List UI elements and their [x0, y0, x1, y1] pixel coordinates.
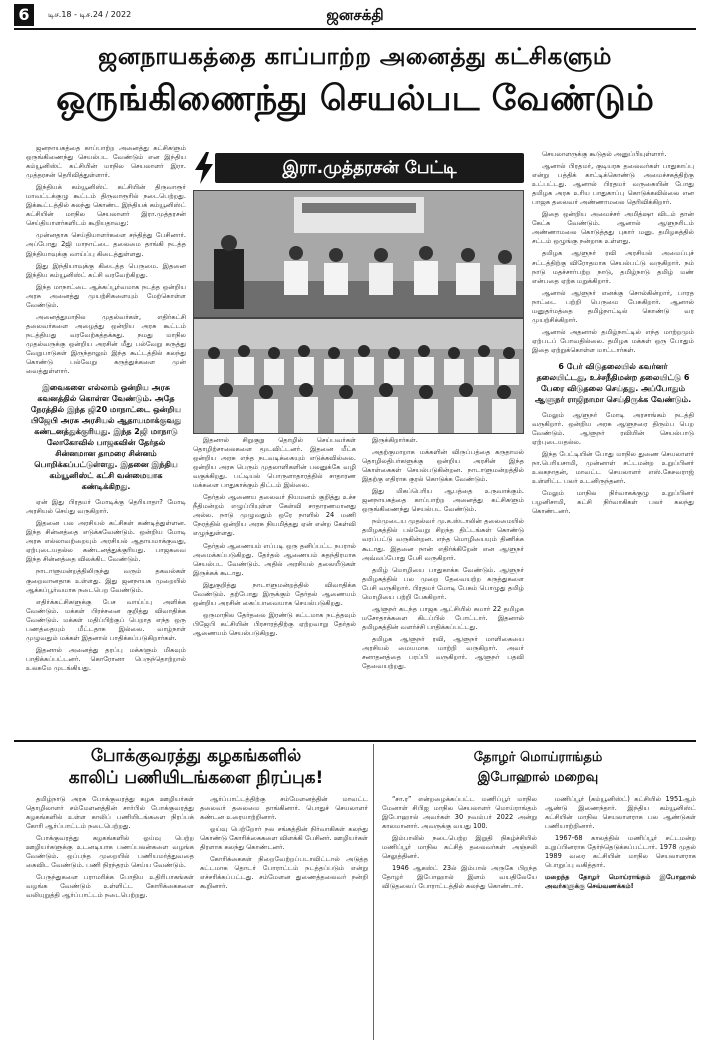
paragraph: ஆனால் பிரதமர், குடியரசு தலைவர்கள் பாதுகாப்பு என்று பத்திக் காட்டிக்கொண்டு அமைச்சகத்திற்கு உட்பட்டது. ஆனால் பிரதமர் வருகையின் போது தமிழக அரசு உரிய பாதுகாப்பு கொடுக்கவில்லை என பாஜக தலைவர் அண்ணாமலை தெரிவிக்கிறார். — [532, 162, 694, 207]
article-column-2 — [193, 436, 356, 736]
paragraph: ஏன் இது பிரதமர் மோடிக்கு தெரியாதா? மோடி அரசியல் செய்து வருகிறார். — [26, 498, 186, 516]
paragraph: ஆனால் ஆளுநர் எனக்கு சொல்கின்றார், பாரத நாட்டை பற்றி பெருமை பேசுகிறார். ஆனால் மனுதர்மத்தை தமிழ்நாட்டில் கொண்டு வர முயற்சிக்கிறார். — [532, 288, 694, 324]
article-column-1 — [26, 144, 186, 736]
interview-byline — [193, 150, 524, 186]
paragraph: நாடாளுமன்றத்திலிருந்து வரும் தகவல்கள் குறைவானதாக உள்ளது. இது ஜனநாயக முறையில் ஆக்கப்பூர்வமாக நடைபெற வேண்டும். — [26, 567, 186, 594]
obituary-column-1 — [382, 795, 537, 1040]
paragraph: 1946 ஆகஸ்ட் 23ல் இம்பால் அருகே பிறந்த தோழர் இபோஹால் இளம் வயதிலேயே விடுதலைப் போராட்டத்தில் கலந்து கொண்டார். — [382, 864, 537, 891]
paragraph: மணிப்பூர் (கம்யூனிஸ்ட்) கட்சியில் 1951ஆம் ஆண்டு இணைந்தார். இந்திய கம்யூனிஸ்ட் கட்சியின் மாநில செயலாளராக பல ஆண்டுகள் பணியாற்றினார். — [545, 795, 696, 831]
paragraph: தமிழக ஆளுநர் ரவி அரசியல் அமைப்புச் சட்டத்திற்கு விரோதமாக செயல்பட்டு வருகிறார். நம் நாடு மதச்சார்பற்ற நாடு, தமிழ்நாடு தமிழ் மண் என்பதை ஏற்க மறுக்கிறார். — [532, 249, 694, 285]
transport-article-column-1 — [26, 795, 194, 1040]
paragraph: நம்முடைய முதல்வர் மு.க.ஸ்டாலின் தலைமையில் தமிழகத்தில் பல்வேறு சிறந்த திட்டங்கள் கொண்டு வரப்பட்டு வருகின்றன. எந்த மொழியையும் திணிக்க கூடாது. இதனை நான் எதிர்க்கிறேன் என ஆளுநர் அவ்வப்போது பேசி வருகிறார். — [362, 517, 524, 562]
paragraph: இருக்கிறார்கள். — [372, 436, 418, 444]
paragraph: இதனை பல அரசியல் கட்சிகள் கண்டித்துள்ளன. இந்த சின்னத்தை எடுக்கவேண்டும். ஒன்றிய மோடி அரசு எல்லாவற்றையும் அரசியல் ஆதாயமாக்குவது, ஏற்புடையதல்ல கண்டனத்துக்குரியது. பாஜகவை இந்த சின்னத்தை விலக்கிட வேண்டும். — [26, 519, 186, 564]
issue-date: டிச.18 - டிச.24 / 2022 — [48, 10, 132, 19]
lightning-bolt-icon — [193, 150, 215, 186]
highlight-quote: 6 பேர் விடுதலையில் கவர்னர் தலையிட்டது, உச்சநீதிமன்ற தலையிட்டு 6 பேரை விடுதலை செய்தது. அப்போதும் ஆளுநர் ராஜிநாமா செய்திருக்க வேண்டும். — [534, 361, 692, 404]
paragraph: ஆனால் அதனால் தமிழ்நாட்டில் எந்த மாற்றமும் ஏற்படப் போவதில்லை. தமிழக மக்கள் ஒரு போதும் இதை ஏற்றுக்கொள்ள மாட்டார்கள். — [532, 327, 694, 354]
article-column-3 — [362, 436, 524, 736]
audience-photo — [193, 318, 524, 434]
paragraph: ஓய்வு பெற்றோர் நல சங்கத்தின் நிர்வாகிகள் கலந்து கொண்டு கோரிக்கைகளை விளக்கி பேசினர். ஊழியர்கள் திரளாக கலந்து கொண்டனர். — [200, 825, 368, 852]
paragraph: தேர்தல் ஆணையம் எப்படி ஒரு தனிப்பட்ட நபரால் அமைக்கப்படுகிறது. தேர்தல் ஆணையம் சுதந்திரமாக செயல்பட வேண்டும். அதில் அரசியல் தலையீடுகள் இருக்கக் கூடாது. — [193, 541, 356, 577]
headline-line-2: ஒருங்கிணைந்து செயல்பட வேண்டும் — [56, 79, 654, 119]
paragraph: மேலும் ஆளுநர் மோடி அரசாங்கம் நடத்தி வருகிறார். ஒன்றிய அரசு ஆளுநரை திரும்ப பெற வேண்டும். ஆளுநர் ரவியின் செயல்பாடு ஏற்புடையதல்ல. — [532, 410, 694, 447]
paragraph: போக்குவரத்து கழகங்களில் ஓய்வு பெற்ற ஊழியர்களுக்கு உடனடியாக பணப்பலன்களை வழங்க வேண்டும். ஒப்பந்த முறையில் பணியமர்த்துவதை கைவிட வேண்டும். பணி நிரந்தரம் செய்ய வேண்டும். — [26, 834, 194, 870]
paragraph: ஆர்ப்பாட்டத்திற்கு சம்மேளனத்தின் மாவட்ட தலைவர் தலைமை தாங்கினார். பொதுச் செயலாளர் கண்டன உரையாற்றினார். — [200, 795, 368, 822]
press-meet-photo — [193, 190, 524, 318]
headline-line-1: ஜனநாயகத்தை காப்பாற்ற அனைத்து கட்சிகளும் — [98, 44, 612, 70]
paragraph: இம்பாலில் நடைபெற்ற இறுதி நிகழ்ச்சியில் மணிப்பூர் மாநில கட்சித் தலைவர்கள் அஞ்சலி செலுத்தினர். — [382, 834, 537, 861]
paragraph: இந்த மாநாட்டை ஆக்கப்பூர்வமாக நடத்த ஒன்றிய அரசு அனைத்து முயற்சிகளையும் மேற்கொள்ள வேண்டும். — [26, 282, 186, 309]
paragraph: ஒருமாநில தேர்தலை இரண்டு கட்டமாக நடத்தவும் பிஜேபி கட்சியின் பிரசாரத்திற்கு ஏற்றவாறு தேர்தல் ஆணையம் செயல்படுகிறது. — [193, 610, 356, 637]
paragraph: இது மிகப்பெரிய ஆபத்தை உருவாக்கும். ஜனநாயகத்தை காப்பாற்ற அனைத்து கட்சிகளும் ஒருங்கிணைந்து செயல்பட வேண்டும். — [362, 487, 524, 514]
page-number: 6 — [14, 4, 34, 26]
obituary-headline — [380, 748, 696, 788]
paragraph: தமிழ்நாடு அரசு போக்குவரத்து கழக ஊழியர்கள் தொழிலாளர் சம்மேளனத்தின் சார்பில் போக்குவரத்து கழகங்களில் உள்ள காலிப் பணியிடங்களை நிரப்பக் கோரி ஆர்ப்பாட்டம் நடைபெற்றது. — [26, 795, 194, 831]
paragraph: அனைத்துமாநில முதல்வர்கள், எதிர்கட்சி தலைவர்களை அழைத்து ஒன்றிய அரசு கூட்டம் நடத்தியது வரவேற்கத்தக்கது. நமது மாநில முதல்வருக்கு ஒன்றிய அரசின் மீது பல்வேறு கருத்து வேறுபாடுகள் இருந்தாலும் இந்த கூட்டத்தில் கலந்து கொண்டு பல்வேறு கருத்துக்களை முன் வைத்துள்ளார். — [26, 312, 186, 376]
paragraph: இது இந்தியாவுக்கு கிடைத்த பெருமை. இதனை இந்திய கம்யூனிஸ்ட் கட்சி வரவேற்கிறது. — [26, 261, 186, 279]
column-divider — [373, 744, 374, 1040]
paragraph: இதை ஒன்றிய அமைச்சர் அமித்ஷா விடம் தான் கேட்க வேண்டும். ஆனால் ஆளுநரிடம் அண்ணாமலை கொடுத்தது புகார் மனு. தமிழகத்தில் சட்டம் ஒழுங்கு நன்றாக உள்ளது. — [532, 210, 694, 246]
main-headline — [14, 40, 696, 122]
paragraph: “சா.ர” என்றழைக்கப்பட்ட மணிப்பூர் மாநில மேனாள் சிபிஐ மாநில செயலாளர் மொய்ராங்தம் இபோஹால் அவர்கள் 30 நவம்பர் 2022 அன்று காலமானார். அவருக்கு வயது 100. — [382, 795, 537, 831]
paragraph: கோரிக்கைகள் நிறைவேற்றப்படாவிட்டால் அடுத்த கட்டமாக தொடர் போராட்டம் நடத்தப்படும் என்று எச்சரிக்கப்பட்டது. சம்மேளன துணைத்தலைவர் நன்றி கூறினார். — [200, 855, 368, 891]
page-header — [14, 4, 696, 30]
transport-headline-line-2: காலிப் பணியிடங்களை நிரப்புக! — [68, 768, 324, 788]
paragraph: 1967-68 காலத்தில் மணிப்பூர் சட்டமன்ற உறுப்பினராக தேர்ந்தெடுக்கப்பட்டார். 1978 முதல் 1989 வரை கட்சியின் மாநில செயலாளராக பொறுப்பு வகித்தார். — [545, 834, 696, 870]
paragraph: தமிழ் மொழியை பாதுகாக்க வேண்டும். ஆளுநர் தமிழகத்தில் பல முறை தேவையற்ற கருத்துகளை பேசி வருகிறார். பிரதமர் மோடி பேசும் பொழுது தமிழ் மொழியை பற்றி பேசுகிறார். — [362, 565, 524, 601]
transport-article-column-2 — [200, 795, 368, 1040]
obituary-column-2 — [545, 795, 696, 1040]
press-meet-photo-image — [194, 191, 524, 318]
paragraph: தமிழக ஆளுநர் ரவி, ஆளுநர் மாளிகையை அரசியல் மையமாக மாற்றி வருகிறார். அவர் சனாதனத்தை பரப்பி வருகிறார். ஆளுநர் பதவி தேவையற்றது. — [362, 634, 524, 671]
transport-article-headline — [26, 745, 366, 789]
paragraph: முன்னதாக செய்தியாளர்களை சந்தித்து பேசினார். அப்போது 2ஜி மாநாட்டை தலைமை தாங்கி நடத்த இந்தியாவுக்கு வாய்ப்பு கிடைத்துள்ளது. — [26, 231, 186, 258]
paragraph: இதுகுறித்து நாடாளுமன்றத்தில் விவாதிக்க வேண்டும். தற்போது இருக்கும் தேர்தல் ஆணையம் ஒன்றிய அரசின் கைப்பாவையாக செயல்படுகிறது. — [193, 580, 356, 607]
obituary-headline-line-2: இபோஹால் மறைவு — [477, 770, 599, 785]
paragraph: செயலாளருக்கு கூடுதல் அனுப்பியுள்ளார். — [542, 150, 667, 158]
section-divider — [14, 740, 696, 742]
paragraph: ஆளுநர் கடந்த பாஜக ஆட்சியில் சுமார் 22 தமிழக மசோதாக்களை கிடப்பில் போட்டார். இதனால் தமிழகத்தின் வளர்ச்சி பாதிக்கப்பட்டது. — [362, 604, 524, 631]
byline-label: இரா.முத்தரசன் பேட்டி — [215, 153, 524, 183]
newspaper-name: ஜனசக்தி — [326, 6, 384, 24]
paragraph: அதற்குமாறாக மக்களின் விருப்பத்தை கருதாமல் தொழிலதிபர்களுக்கு ஒன்றிய அரசின் இந்த கொள்கைகள் செயல்படுகின்றன. நாடாளுமன்றத்தில் இதற்கு எதிராக குரல் கொடுக்க வேண்டும். — [362, 448, 524, 484]
article-column-4 — [532, 150, 694, 736]
paragraph: இதனால் சிறுகுறு தொழில் செய்பவர்கள் தொழிற்சாலைகளை மூடவிட்டனர். இதனை மீட்க ஒன்றிய அரசு எந்த நடவடிக்கையும் எடுக்கவில்லை. ஒன்றிய அரசு பெரும் முதலாளிகளின் பலனுக்கே வழி வகுக்கிறது. பட்டியல் பொருளாதாரத்தில் சாதாரண மக்களை பாதுகாக்கும் திட்டம் இல்லை. — [193, 436, 356, 490]
highlight-quote: இவைகளை எல்லாம் ஒன்றிய அரசு கவனத்தில் கொள்ள வேண்டும். அதே நேரத்தில் இந்த ஜி20 மாநாட்டை ஒன்றிய பிஜேபி அரசு அரசியல் ஆதாயமாக்குவது கண்டனத்துக்குரியது. இந்த 2ஜி மாநாடு லோகோவில் பாஜகவின் தேர்தல் சின்னமான தாமரை சின்னம் பொறிக்கப்பட்டுள்ளது. இதனை இந்திய கம்யூனிஸ்ட் கட்சி வன்மையாக கண்டிக்கிறது. — [30, 383, 182, 492]
paragraph: மேலும் மாநில நிர்வாகக்குழு உறுப்பினர் பழனிசாமி, கட்சி நிர்வாகிகள் பலர் கலந்து கொண்டனர். — [532, 489, 694, 516]
paragraph: ஜனநாயகத்தை காப்பாற்ற அனைத்து கட்சிகளும் ஒருங்கிணைந்து செயல்பட வேண்டும் என இந்திய கம்யூனிஸ்ட் கட்சியின் மாநில செயலாளர் இரா. முத்தரசன் தெரிவித்துள்ளார். — [26, 144, 186, 180]
audience-photo-image — [194, 319, 524, 434]
paragraph: எதிர்க்கட்சிகளுக்கு பேச வாய்ப்பு அளிக்க வேண்டும். மக்கள் பிரச்சனை குறித்து விவாதிக்க வேண்டும். மக்கள் மதிப்பிற்குப் பெறாத எந்த ஒரு பணத்தையும் மீட்டதாக இல்லை. வாழ்நாள் முழுவதும் மக்கள் இதனால் பாதிக்கப்படுகிறார்கள். — [26, 597, 186, 642]
paragraph: பேருந்துகளை பராமரிக்க போதிய உதிரிபாகங்கள் வழங்க வேண்டும் உள்ளிட்ட கோரிக்கைகளை வலியுறுத்தி ஆர்ப்பாட்டம் நடைபெற்றது. — [26, 873, 194, 900]
paragraph: இந்தியக் கம்யூனிஸ்ட் கட்சியின் திருவாரூர் மாவட்டக்குழு கூட்டம் திருவாரூரில் நடைபெற்றது. இக்கூட்டத்தில் கலந்து கொண்ட இந்தியக் கம்யூனிஸ்ட் கட்சியின் மாநில செயலாளர் இரா.முத்தரசன் செய்தியாளர்களிடம் கூறியதாவது: — [26, 183, 186, 228]
paragraph: தேர்தல் ஆணைய தலைவர் நியமனம் குறித்து உச்ச நீதிமன்றம் எழுப்பியுள்ள கேள்வி சாதாரணமானது அல்ல. நாடு முழுவதும் ஒரே நாளில் 24 மணி நேரத்தில் ஒன்றிய அரசு நியமித்தது ஏன் என்ற கேள்வி எழுந்துள்ளது. — [193, 493, 356, 538]
paragraph: இதனால் அனைத்து தரப்பு மக்களும் மிகவும் பாதிக்கப்பட்டனர். கொரோனா பெருந்தொற்றால் உலகமே முடங்கியது. — [26, 645, 186, 672]
tribute-line: மறைந்த தோழர் மொய்ராங்தம் இபோஹால் அவர்களுக்கு செவ்வணக்கம்! — [545, 873, 696, 891]
transport-headline-line-1: போக்குவரத்து கழகங்களில் — [90, 746, 302, 766]
obituary-headline-line-1: தோழர் மொய்ராங்தம் — [473, 750, 603, 765]
paragraph: இந்த பேட்டியின் போது மாநில துணை செயலாளர் நா.பெரியசாமி, முன்னாள் சட்டமன்ற உறுப்பினர் உலகநாதன், மாவட்ட செயலாளர் எஸ்.கேசவராஜ் உள்ளிட்ட பலர் உடனிருந்தனர். — [532, 450, 694, 486]
